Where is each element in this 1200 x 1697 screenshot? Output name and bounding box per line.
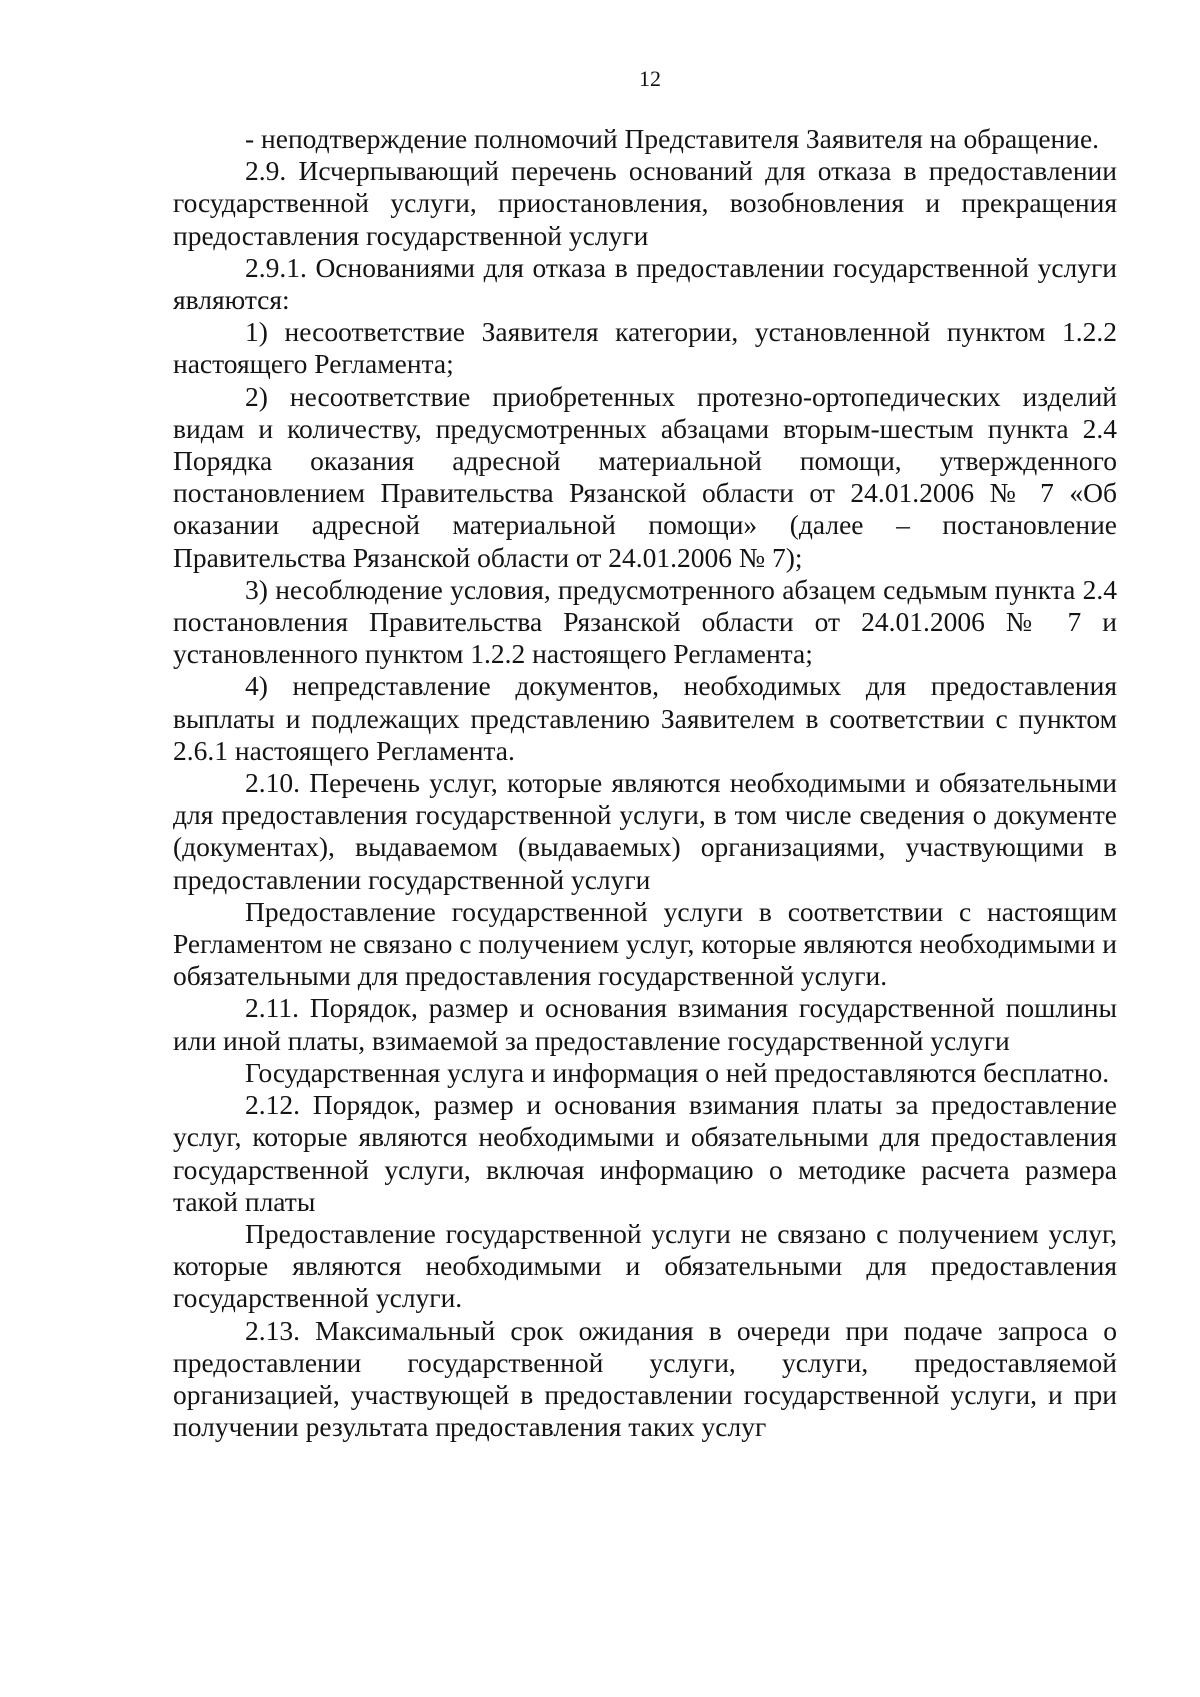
list-item-2: 2) несоответствие приобретенных протезно-ортопедических изделий видам и количеству, предусмотренных абзацами вторым-шестым пункта 2.4 Порядка оказания адресной материальной помощи, утвержденного постановлением Правительства Рязанской области от 24.01.2006 № 7 «Об оказании адресной материальной помощи» (далее – постановление Правительства Рязанской области от 24.01.2006 № 7); <box>173 380 1117 573</box>
paragraph-2-9-1: 2.9.1. Основаниями для отказа в предоставлении государственной услуги являются: <box>173 251 1117 316</box>
section-heading-2-11: 2.11. Порядок, размер и основания взимания государственной пошлины или иной платы, взимаемой за предоставление государственной услуги <box>173 992 1117 1056</box>
list-item-1: 1) несоответствие Заявителя категории, установленной пунктом 1.2.2 настоящего Регламента; <box>173 316 1117 380</box>
list-item-3: 3) несоблюдение условия, предусмотренного абзацем седьмым пункта 2.4 постановления Правительства Рязанской области от 24.01.2006 № 7 и установленного пунктом 1.2.2 настоящего Регламента; <box>173 573 1117 670</box>
paragraph-rejection-representative: - неподтверждение полномочий Представителя Заявителя на обращение. <box>245 123 1100 154</box>
page-number: 12 <box>639 66 661 91</box>
paragraph-2-12-body: Предоставление государственной услуги не связано с получением услуг, которые являются необходимыми и обязательными для предоставления государственной услуги. <box>173 1217 1117 1314</box>
section-heading-2-9: 2.9. Исчерпывающий перечень оснований для отказа в предоставлении государственной услуги, приостановления, возобновления и прекращения предоставления государственной услуги <box>173 155 1117 251</box>
section-heading-2-12: 2.12. Порядок, размер и основания взимания платы за предоставление услуг, которые являются необходимыми и обязательными для предоставления государственной услуги, включая информацию о методике расчета размера такой платы <box>173 1089 1117 1217</box>
paragraph-2-11-body: Государственная услуга и информация о ней предоставляются бесплатно. <box>245 1056 1110 1088</box>
paragraph-2-10-body: Предоставление государственной услуги в соответствии с настоящим Регламентом не связано с получением услуг, которые являются необходимыми и обязательными для предоставления государственной услуги. <box>173 895 1117 992</box>
document-body <box>173 123 1117 1443</box>
section-heading-2-10: 2.10. Перечень услуг, которые являются необходимыми и обязательными для предоставления государственной услуги, в том числе сведения о документе (документах), выдаваемом (выдаваемых) организациями, участвующими в предоставлении государственной услуги <box>173 767 1117 895</box>
section-heading-2-13: 2.13. Максимальный срок ожидания в очереди при подаче запроса о предоставлении государственной услуги, услуги, предоставляемой организацией, участвующей в предоставлении государственной услуги, и при получении результата предоставления таких услуг <box>173 1314 1117 1443</box>
list-item-4: 4) непредставление документов, необходимых для предоставления выплаты и подлежащих представлению Заявителем в соответствии с пунктом 2.6.1 настоящего Регламента. <box>173 670 1117 766</box>
